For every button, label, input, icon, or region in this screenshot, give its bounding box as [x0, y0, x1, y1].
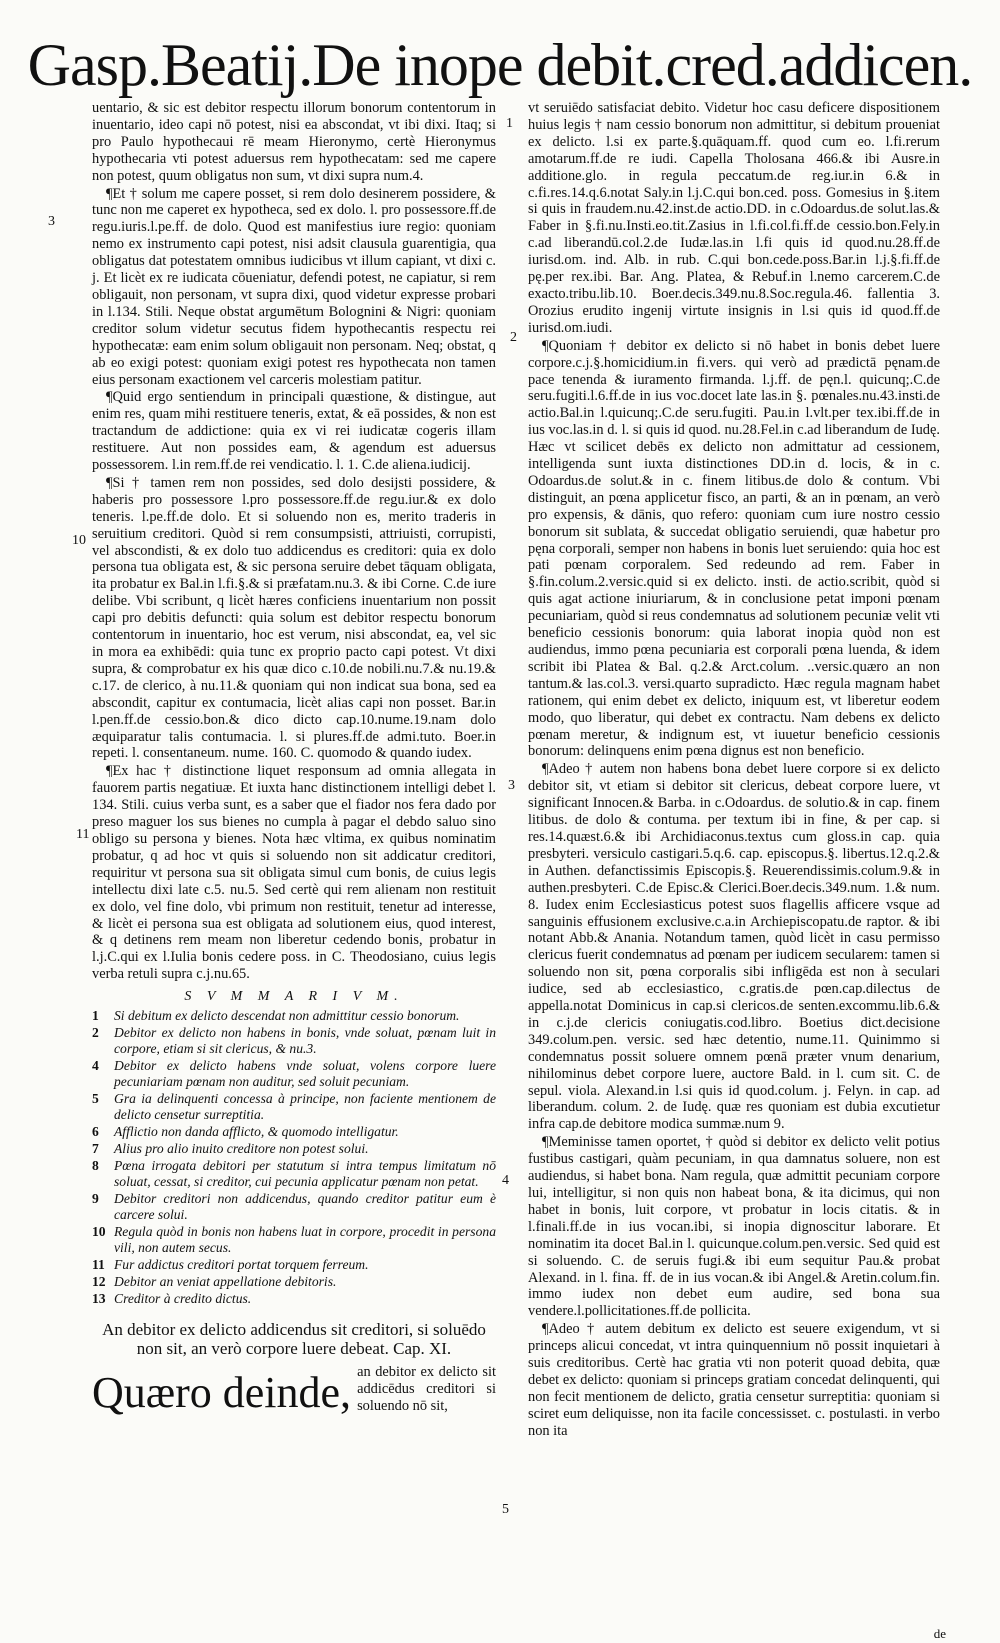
- summary-item: [92, 1191, 496, 1223]
- left-column: [92, 100, 496, 1415]
- catchword: de: [933, 1626, 946, 1641]
- left-paragraph-4: ¶Si † tamen rem non possides, sed dolo desijsti possidere, & haberis pro possessore l.pro possessore.ff.de regu.iur.& ex dolo teneris. l.pe.ff.de dolo. Et si soluendo non es, merito traderis in seruitium creditori. Quòd si rem consumpsisti, attriuisti, corrupisti, vel abscondisti, & ex dolo tuo addicendus es creditori: quia ex dolo persona tua obligata est, & sic persona seruire debet tāquam obligata, ita probatur ex Bal.in l.fi.§.& si præfatam.nu.3. & ibi Corne. C.de iure delibe. Vbi scribunt, q licèt hæres conficiens inuentarium non possit capi pro debitis defuncti: quia solum est debitor respectu bonorum contentorum in inuentario, hoc est verum, nisi abscondat, ea, vel sic in mora ea exhibēdi: quia tunc ex proprio pacto capi potest. Vt dixi supra, & comprobatur ex his quæ dico c.10.de nobili.nu.7.& nu.19.& c.17. de clerico, à nu.11.& quoniam qui non indicat sua bona, sed ea abscondit, capitur ex contumacia, licèt alias capi non posset. Bar.in l.pen.ff.de cessio.bon.& dico dicto cap.10.nume.19.nam dolo æquiparatur talis contumacia. l. si plures.ff.de admi.tuto. Boer.in repeti. l. consentaneum. nume. 160. C. quomodo & quando iudex.: [92, 474, 496, 762]
- margin-number-5: 5: [502, 1502, 509, 1517]
- summary-number: 12: [92, 1274, 106, 1290]
- summary-text: Debitor an veniat appellatione debitoris.: [114, 1274, 337, 1290]
- right-paragraph-3: ¶Adeo † autem non habens bona debet luere corpore si ex delicto debitor sit, vt etiam si debitor sit clericus, debeat corpore luere, vt significant Innocen.& Barba. in c.Odoardus. de solutio.& in cap. finem litibus. de dolo & contuma. per textum ibi in fine, & per cap. si res.14.quæst.6.& ibi Archidiaconus.textus cum gloss.in cap. quia presbyteri. versiculo castigari.5.q.6. cap. episcopus.§. libertus.12.q.2.& in Authen. defanctissimis Episcopis.§. Reuerendissimis.colum.9.& in authen.presbyteri. C.de Episc.& Clerici.Boer.decis.349.num. 1.& num. 8. Iudex enim Ecclesiasticus potest suos flagellis afficere vsque ad sanguinis effusionem exclusive.c.a.in Archiepiscopatu.de raptor. & ibi notant Abb.& Anania. Notandum tamen, quòd licèt in casu permisso clericus fuerit condemnatus ad pœnam per iudicem secularem: tamen si soluendo non sit, pœna corporalis sibi infligēda est non à seculari iudice, sed ab ecclesiastico, c.gratis.de pœn.cap.dilectus de appella.notat Dominicus in cap.si clericos.de senten.excommu.lib.6.& in c.j.de clericis coniugatis.cod.libro. Boetius dict.decisione 349.colum.pen. versic. sed hæc detentio, nume.11. Quinimmo si condemnatus possit soluere omnem pœnā præter vnum denarium, nihilominus debet corpore luere, auctore Bald. in l. cum sit. C. de sepul. viola. Alexand.in l.si quis id quod.colum. j. Felyn. in cap. ad liberandum. colum. 2. de Iudę. quæ res quoniam est dubia excutietur infra cap.de debitore modica summæ.num 9.: [528, 761, 940, 1133]
- running-head: Gasp.Beatij.De inope debit.cred.addicen.: [27, 32, 973, 98]
- summary-number: 13: [92, 1291, 106, 1307]
- summary-number: 8: [92, 1158, 99, 1174]
- summary-number: 10: [92, 1224, 106, 1240]
- summary-item: [92, 1274, 496, 1290]
- summary-item: [92, 1224, 496, 1256]
- right-column: [528, 100, 940, 1441]
- right-paragraph-1: vt seruiēdo satisfaciat debito. Videtur hoc casu deficere dispositionem huius legis † nam cessio bonorum non admittitur, si debitum proueniat ex delicto. l.si ex parte.§.quāquam.ff. quod cum eo. l.fi.rerum amotarum.ff.de re iudi. Capella Tholosana 466.& ibi Ausre.in additione.glo. in regula peccatum.de reg.iur.in 6.& in c.fi.res.14.q.6.notat Saly.in l.j.C.qui bon.ced. poss. Gomesius in §.item si quis in fraudem.nu.42.inst.de actio.DD. in c.Odoardus.de solut.las.& Faber in §.fi.nu.Insti.eo.tit.Zasius in l.fi.col.fi.ff.de cessio.bon.Fely.in c.ad liberandū.col.2.de Iudæ.las.in l.fi quis id quod.nu.28.ff.de iurisd.om. ind. Alb. in rub. C.qui bon.cede.poss.Bar.in l.j.§.fi.ff.de pę.per rex.ibi. Bar. Ang. Platea, & Rebuf.in l.nemo carcerem.C.de exacto.tribu.lib.10. Boer.decis.349.nu.8.Soc.regula.46. fallentia 3. Orozius erudito ingenij virtute insignis in l.si quis id quod.ff.de iurisd.om.iudi.: [528, 100, 940, 336]
- left-paragraph-2: ¶Et † solum me capere posset, si rem dolo desinerem possidere, & tunc non me caperet ex hypotheca, sed ex dolo. l. pro possessore.ff.de regu.iuris.l.pe.ff. de dolo. Quod est manifestius iure regio: quoniam nemo ex instrumento capi potest, nisi adsit clausula guarentigia, qua obligatus dat potestatem omnibus iudicibus vt illum capiant, vt dixi c. j. Et licèt ex re iudicata cōueniatur, defendi potest, ne capiatur, si rem obligauit, non personam, vt supra dixi, quod videtur expresse probari in l.134. Stili. Neque obstat argumētum Bolognini & Nigri: quoniam creditor solum videtur secutus fidem hypothecantis respectu rei hypothecatæ: eam enim solum obligauit non personam. Neq; obstat, q ab eo exigi potest: quoniam exigi potest res hypothecata non tamen eius personam exactionem vel carceris molestiam patitur.: [92, 185, 496, 388]
- left-paragraph-5: ¶Ex hac † distinctione liquet responsum ad omnia allegata in fauorem partis negatiuæ. Et iuxta hanc distinctionem intelligi debet l. 134. Stili. cuius verba sunt, es a saber que el fiador nos fera dado por preso maguer los sus bienes no cumpla à pagar el debdo saluo sino obligo su persona y bienes. Nota hæc vltima, ex quibus nominatim probatur, q ad hoc vt quis si soluendo non sit addicatur creditori, requiritur vt persona sua sit obligata simul cum bonis, de cuius legis intellectu dixi late c.5. nu.5. Sed certè qui rem alienam non restituit ex dolo, vel fine dolo, vbi primum non restituit, tenetur ad interesse, & licèt ei persona sua est obligata ad solutionem eius, quod interest, & q detinens rem meam non liberetur cedendo bonis, probatur in l.j.C.qui ex l.Iulia bonis cedere poss. in C. Theodosiano, cuius legis verba retuli supra c.j.nu.65.: [92, 763, 496, 983]
- summary-item: [92, 1124, 496, 1140]
- summary-text: Alius pro alio inuito creditore non potest solui.: [114, 1141, 369, 1157]
- left-paragraph-3: ¶Quid ergo sentiendum in principali quæstione, & distingue, aut enim res, quam mihi restituere teneris, extat, & eā possides, & non est tractandum de addictione: quia ex vi rei iudicatæ cogeris illam restituere. Aut non possides eam, & agendum est aduersus possessorem. l.in rem.ff.de rei vendicatio. l. 1. C.de aliena.iudicij.: [92, 389, 496, 474]
- margin-number-10: 10: [72, 533, 86, 548]
- summary-text: Si debitum ex delicto descendat non admittitur cessio bonorum.: [114, 1008, 460, 1024]
- summary-item: [92, 1291, 496, 1307]
- right-paragraph-5: ¶Adeo † autem debitum ex delicto est seuere exigendum, vt si princeps alicui concedat, vt intra quinquennium nō possit inquietari à suis creditoribus. Certè hac gratia vti non poterit quoad debita, quæ debet ex delicto: quoniam si princeps gratiam concedat delinquenti, qui non fecit mentionem de delicto, gratia censetur surreptitia: quoniam si sciret eum deliquisse, non ita facile concessisset. c. postulasti. in verbo non ita: [528, 1321, 940, 1439]
- summary-text: Regula quòd in bonis non habens luat in corpore, procedit in persona vili, non autem secus.: [114, 1224, 496, 1256]
- summary-item: [92, 1257, 496, 1273]
- summary-number: 1: [92, 1008, 99, 1024]
- summary-item: [92, 1025, 496, 1057]
- margin-number-3b: 3: [508, 778, 515, 793]
- chapter-opening: [92, 1364, 496, 1415]
- summary-number: 9: [92, 1191, 99, 1207]
- opening-text: an debitor ex delicto sit addicēdus creditori si soluendo nō sit,: [357, 1364, 496, 1414]
- margin-number-1: 1: [506, 116, 513, 131]
- summary-number: 6: [92, 1124, 99, 1140]
- margin-number-2: 2: [510, 330, 517, 345]
- opening-large-word: Quæro deinde,: [92, 1367, 352, 1417]
- margin-number-4: 4: [502, 1173, 509, 1188]
- summary-number: 7: [92, 1141, 99, 1157]
- summary-number: 5: [92, 1091, 99, 1107]
- summary-text: Pœna irrogata debitori per statutum si intra tempus limitatum nō soluat, cessat, si creditor, cui pecunia applicatur pœnam non petat.: [114, 1158, 496, 1190]
- margin-number-11: 11: [76, 827, 90, 842]
- left-paragraph-1: uentario, & sic est debitor respectu illorum bonorum contentorum in inuentario, ideo capi nō potest, nisi ea abscondat, vt ibi dixi. Itaq; si pro Paulo hypothecaui rē meam Hieronymo, certè Hieronymus hypothecaria vti potest aduersus rem hypothecatam: sed me capere non potest, quum obligatus non sum, vt dixi supra num.4.: [92, 100, 496, 184]
- summary-text: Afflictio non danda afflicto, & quomodo intelligatur.: [114, 1124, 399, 1140]
- margin-number-3: 3: [48, 214, 55, 229]
- right-paragraph-4: ¶Meminisse tamen oportet, † quòd si debitor ex delicto velit potius fustibus castigari, quàm pecuniam, in qua damnatus soluere, non est audiendus, si habet bona. Nam regula, quæ admittit pecuniam corpore lui, intelligitur, si non quis non habeat bona, & ita dicimus, qui non habet in bonis, luit corpore, vt probatur in locis citatis. & in l.finali.ff.de in ius vocan.ibi, si inopia dignoscitur laborare. Et nominatim ita docet Bal.in l. quicunque.colum.pen.versic. Sed quid est si soluendo. C. de seruis fugi.& ibi eum sequitur Pau.& probat Alexand. in l. fina. ff. de in ius vocan.& ibi Angel.& Aretin.colum.fin. immo iudex non debet eum audire, sed bona sua vendere.l.pollicitationes.ff.de pollicita.: [528, 1134, 940, 1320]
- summary-number: 4: [92, 1058, 99, 1074]
- summary-text: Creditor à credito dictus.: [114, 1291, 252, 1307]
- chapter-title: An debitor ex delicto addicendus sit creditori, si soluēdo non sit, an verò corpore luere debeat. Cap. XI.: [102, 1320, 486, 1359]
- summary-item: [92, 1091, 496, 1123]
- summary-item: [92, 1158, 496, 1190]
- summary-item: [92, 1058, 496, 1090]
- summary-number: 11: [92, 1257, 105, 1273]
- summary-text: Fur addictus creditori portat torquem ferreum.: [114, 1257, 369, 1273]
- summary-list: [92, 1008, 496, 1308]
- right-paragraph-2: ¶Quoniam † debitor ex delicto si nō habet in bonis debet luere corpore.c.j.§.homicidium.in fi.vers. qui verò ad prædictā pęnam.de pace tenenda & iuramento firmanda. l.j.ff. de pęn.l. quicunq;.C.de seru.fugiti.l.6.ff.de in ius voc.docet late las.in §. pœnales.nu.43.insti.de actio.Bal.in l.quicunq;.C.de seru.fugiti. Pau.in l.vlt.per tex.ibi.ff.de in ius voc.las.in d. l. si quis id quod. nu.28.Fel.in c.ad liberandum de Iudę. Hæc vt scilicet debēs ex delicto non admittatur ad cessionem, intelligenda sunt iuxta distinctiones DD.in d. locis, & in c. Odoardus.de solut.& in c. finem litibus.de dolo & contum. Vbi distinguit, an pœna applicetur fisco, an parti, & an in pœnam, an verò pro expensis, & dānis, quo refero: quoniam cum iure nostro cessio bonorum sit sublata, & succedat obligatio seruiendi, quæ habetur pro pęna corporali, semper non habens in bonis luet seruiendo: quia hoc est pati pœnam corporalem. Sed redeundo ad rem. Faber in §.fin.colum.2.versic.quid si ex delicto. insti. de actio.scribit, quòd si quis agat actione iniuriarum, & in conclusione petat imponi pœnam pecuniariam, quòd si reus condemnatus ad solutionem pecuniæ velit vti beneficio cessionis bonorum: quia laborat inopia quòd non est audiendus, immo pœna pecuniaria est corporali pœna luenda, & idem scribit ibi Platea & Bal. q.2.& Arct.colum. ..versic.quæro an non tantum.& las.col.3. versi.quarto supradicto. Hæc regula magnam habet rationem, qui enim debet ex delicto, iniquum est, vt liberetur eodem modo, quo liberatur, qui debet ex contractu. Nam debens ex delicto pœnam meretur, & indignum est, vt iuuetur beneficio cessionis bonorum: delinquens enim pœna dignus est non beneficio.: [528, 337, 940, 760]
- summary-number: 2: [92, 1025, 99, 1041]
- summary-text: Debitor ex delicto non habens in bonis, vnde soluat, pœnam luit in corpore, etiam si sit clericus, & nu.3.: [114, 1025, 496, 1057]
- summary-item: [92, 1141, 496, 1157]
- summary-text: Debitor creditori non addicendus, quando creditor patitur eum è carcere solui.: [114, 1191, 496, 1223]
- summary-title: S V M M A R I V M.: [184, 989, 404, 1005]
- summary-text: Debitor ex delicto habens vnde soluat, volens corpore luere pecuniariam pœnam non auditur, sed soluit pecuniam.: [114, 1058, 496, 1090]
- summary-text: Gra ia delinquenti concessa à principe, non faciente mentionem de delicto censetur surreptitia.: [114, 1091, 496, 1123]
- summary-item: [92, 1008, 496, 1024]
